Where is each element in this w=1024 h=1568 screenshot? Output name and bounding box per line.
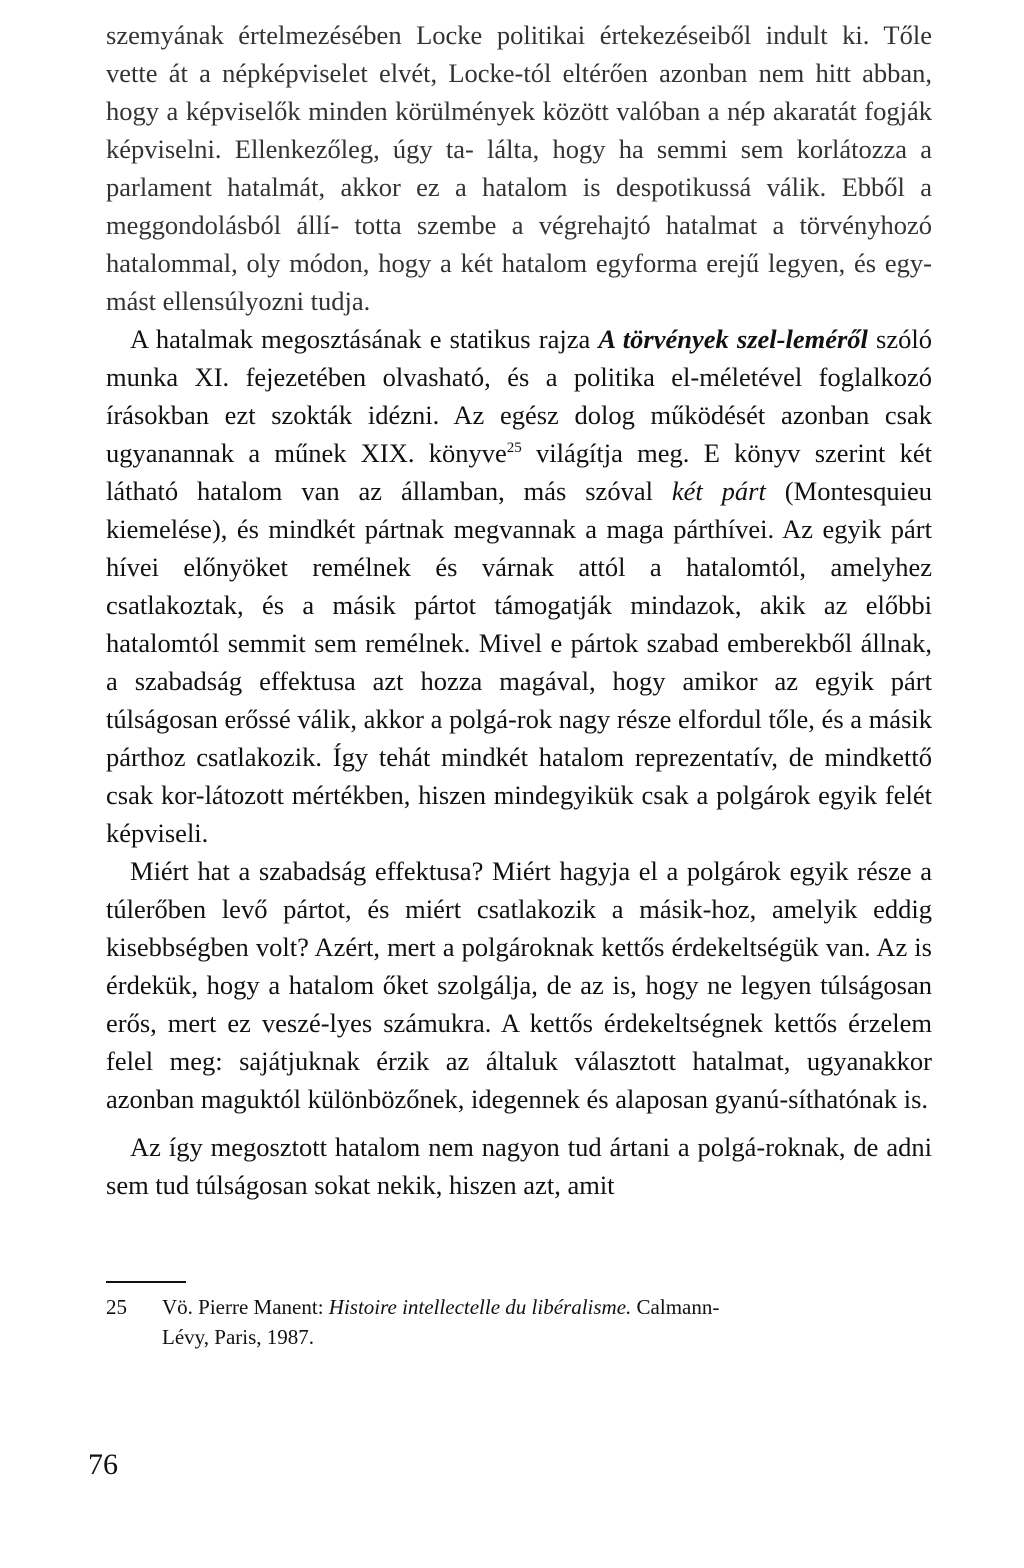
footnote-text-b: Calmann- xyxy=(631,1295,720,1319)
emphasis-ket-part: két párt xyxy=(671,476,766,506)
footnote-text-a: Vö. Pierre Manent: xyxy=(162,1295,329,1319)
page-number: 76 xyxy=(88,1448,118,1481)
p1-line: szemyának értelmezésében Locke politikai értekezéseiből indult xyxy=(106,20,828,50)
p1-line: mást ellensúlyozni tudja. xyxy=(106,286,371,316)
paragraph-3: Miért hat a szabadság effektusa? Miért hagyja el a polgárok egyik része a túlerőben levő pártot, és miért csatlakozik a másik-hoz, amelyik eddig kisebbségben volt? Azért, mert a polgároknak kettős érdekeltségük van. Az is érdekük, hogy a hatalom őket szolgálja, de az is, hogy ne legyen túlságosan erős, mert ez veszé-lyes számukra. A kettős érdekeltségnek kettős érzelem felel meg: sajátjuknak érzik az általuk választott hatalmat, ugyanakkor azonban maguktól különbözőnek, idegennek és alaposan gyanú-síthatónak is. xyxy=(106,856,932,1114)
footnote-line-2: Lévy, Paris, 1987. xyxy=(162,1325,315,1349)
work-title: A törvények szel-leméről xyxy=(598,324,868,354)
p2-text-b: szóló munka XI. fejezetében olvasható, és a politika el-méletével foglalkozó írásokban ezt szokták idézni. Az egész dolog működését azonban csak ugyanannak a műnek XIX. könyve xyxy=(106,324,932,468)
paragraph-2 xyxy=(106,320,932,852)
footnote-line-1 xyxy=(106,1292,932,1322)
p1-line: totta szembe a végrehajtó hatalmat a törvényhozó hatalommal, xyxy=(106,210,933,278)
footnote-ref: 25 xyxy=(506,440,522,457)
p2-text-c: világítja meg. E könyv szerint két látható hatalom van az államban, más szóval xyxy=(106,438,932,506)
p1-line: nem hitt abban, hogy a képviselők minden körülmények között xyxy=(106,58,932,126)
paragraph-4: Az így megosztott hatalom nem nagyon tud ártani a polgá-roknak, de adni sem tud túlságosan sokat nekik, hiszen azt, amit xyxy=(106,1132,932,1200)
footnote xyxy=(106,1292,932,1352)
p1-line: valóban a nép akaratát fogják képviselni. Ellenkezőleg, úgy ta- xyxy=(106,96,932,164)
footnote-title: Histoire intellectelle du libéralisme. xyxy=(328,1295,632,1319)
p2-text-a: A hatalmak megosztásának e statikus rajza xyxy=(130,324,599,354)
footnote-rule xyxy=(106,1281,186,1283)
p1-line: ez a hatalom is despotikussá válik. Ebből a meggondolásból állí- xyxy=(106,172,932,240)
p2-text-d: (Montesquieu kiemelése), és mindkét pártnak megvannak a maga párthívei. Az egyik párt hívei előnyöket remélnek és várnak attól a hatalomtól, amelyhez csatlakoztak, és a másik pártot támogatják mindazok, akik az előbbi hatalomtól semmit sem remélnek. Mivel e pártok szabad emberekből állnak, a szabadság effektusa azt hozza magával, hogy amikor az egyik párt túlságosan erőssé válik, akkor a polgá-rok nagy része elfordul tőle, és a másik párthoz csatlakozik. Így tehát mindkét hatalom reprezentatív, de mindkettő csak kor-látozott mértékben, hiszen mindegyikük csak a polgárok egyik felét képviseli. xyxy=(106,476,932,848)
p1-line: lálta, hogy ha semmi sem korlátozza a parlament hatalmát, akkor xyxy=(106,134,933,202)
body-text xyxy=(106,16,932,1204)
paragraph-1 xyxy=(106,16,932,320)
footnote-number: 25 xyxy=(106,1295,127,1319)
p1-line: ki. Tőle vette át a népképviselet elvét, Locke-tól eltérően azonban xyxy=(106,20,932,88)
p1-line: oly módon, hogy a két hatalom egyforma erejű legyen, és egy- xyxy=(246,248,932,278)
